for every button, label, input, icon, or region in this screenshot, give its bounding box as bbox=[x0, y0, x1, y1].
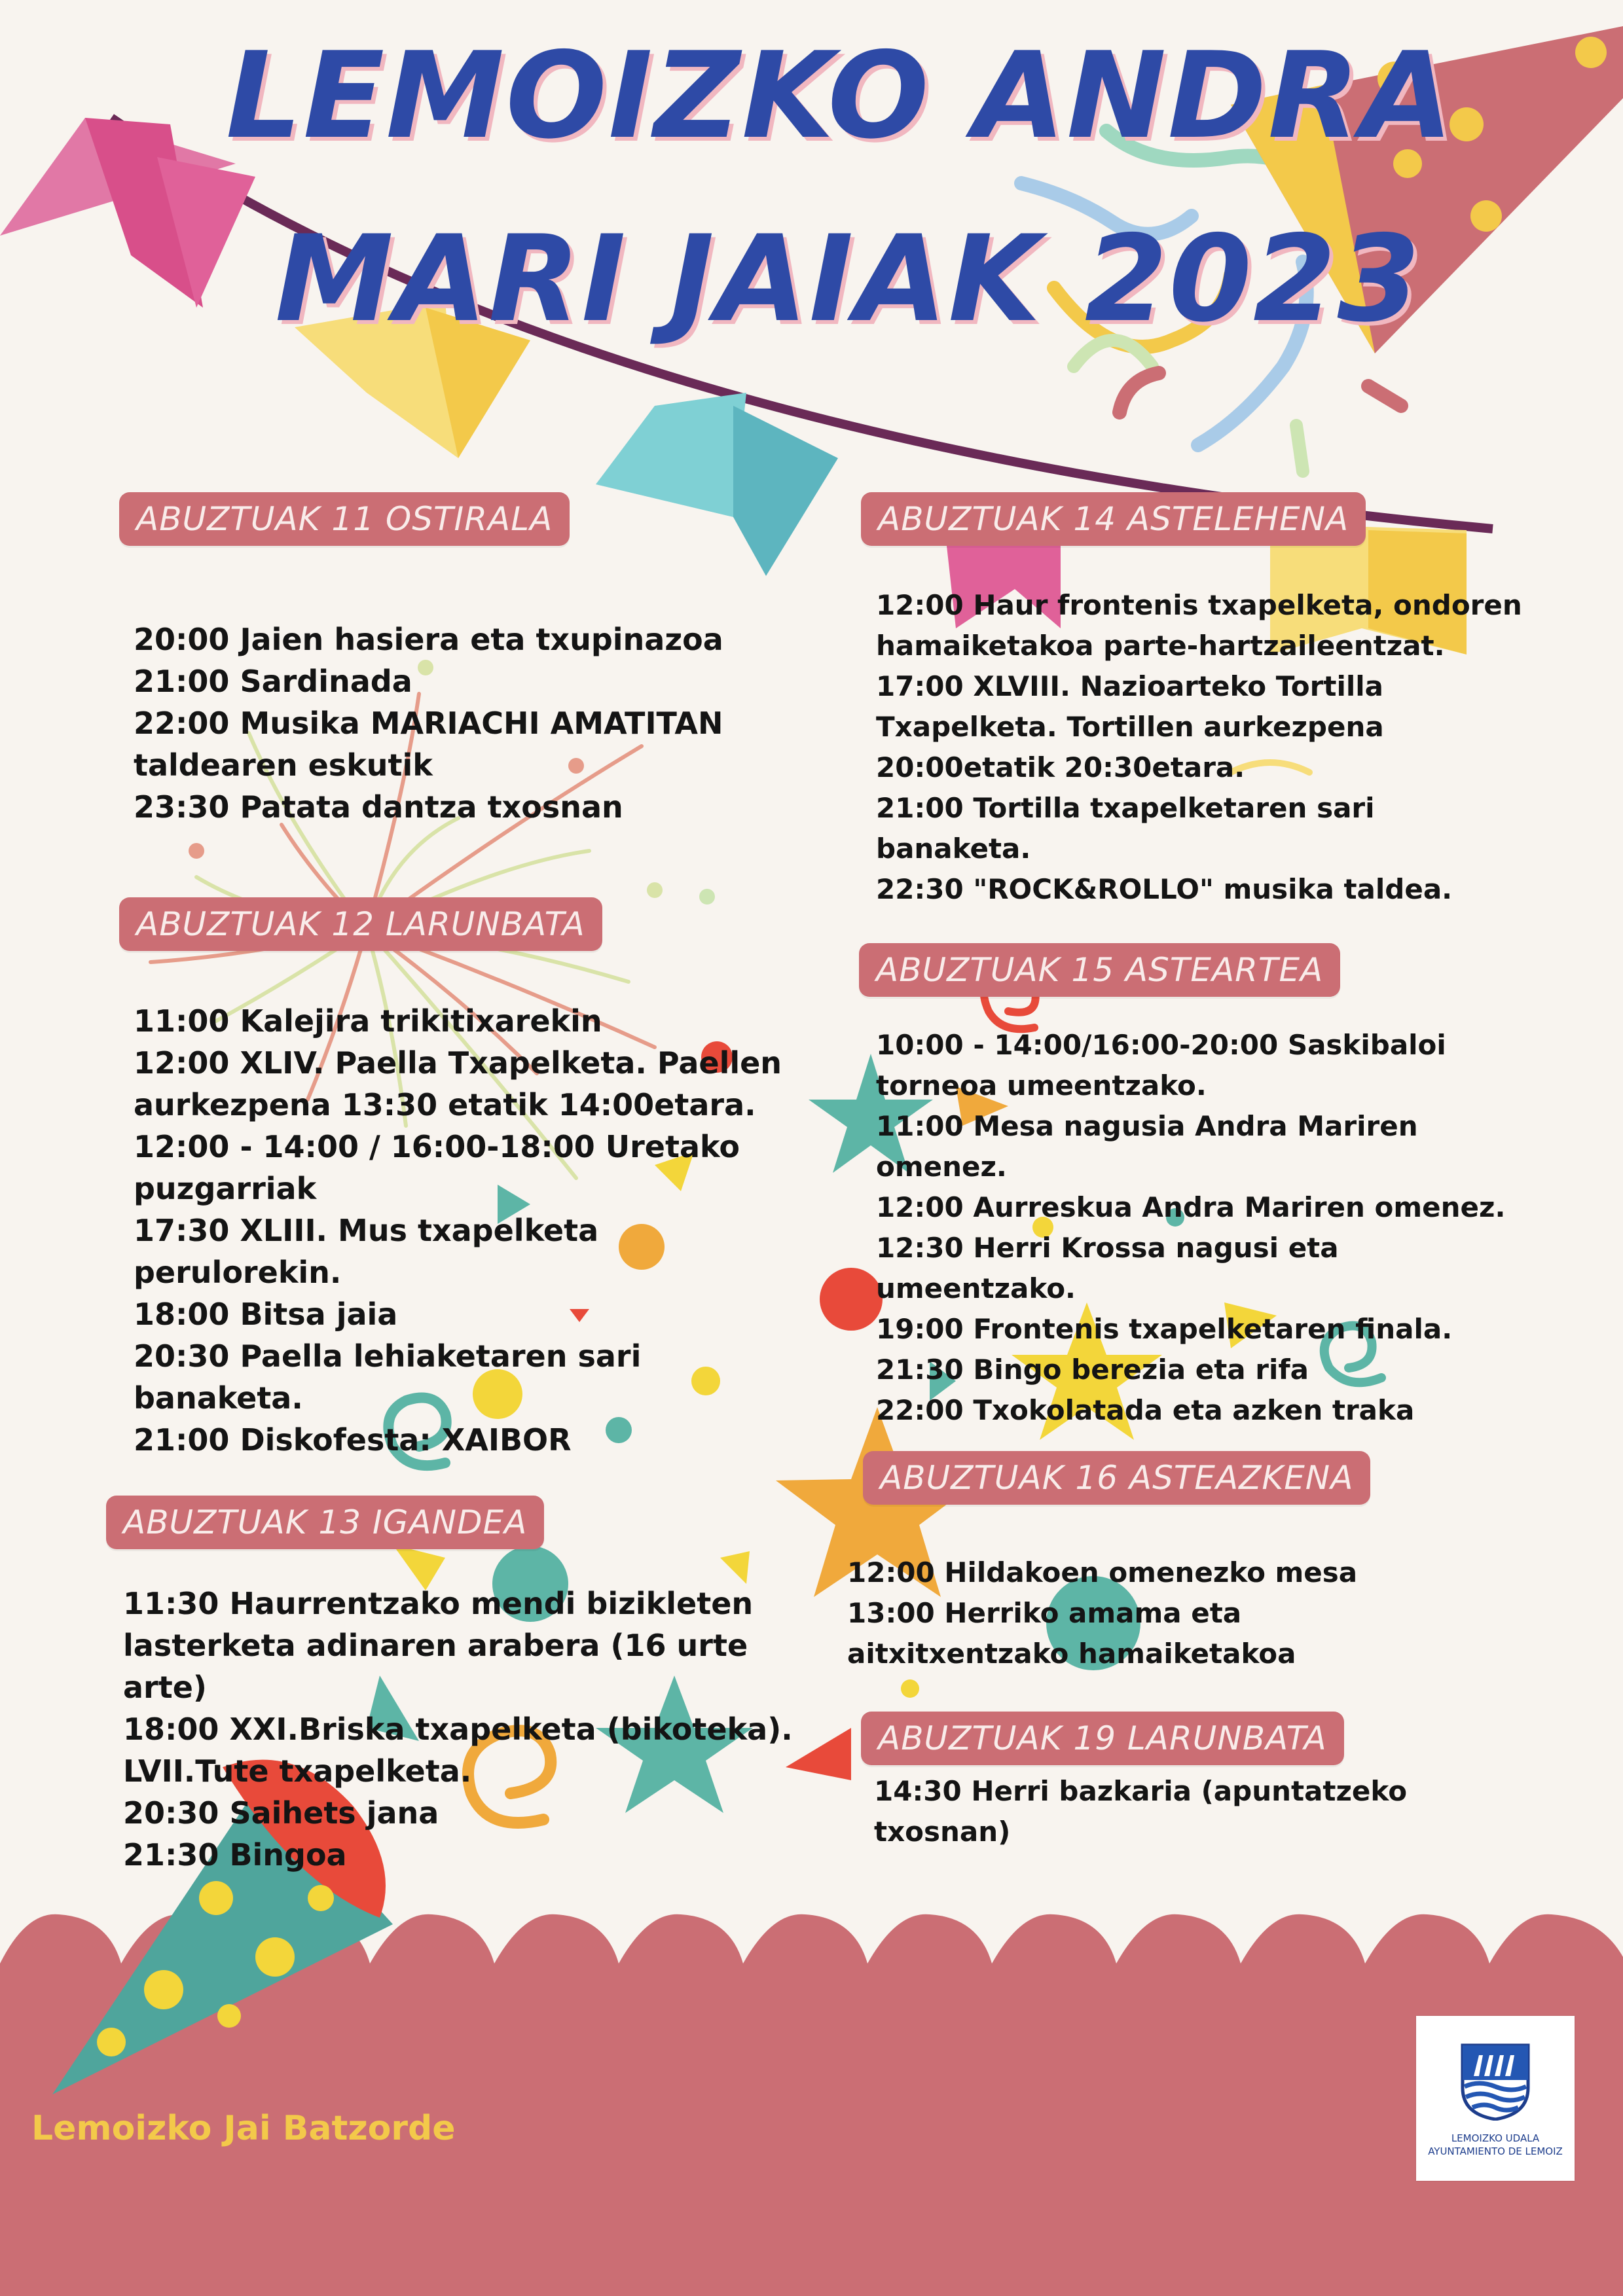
event-item: banaketa. bbox=[134, 1380, 303, 1416]
event-item: 13:00 Herriko amama eta bbox=[847, 1597, 1242, 1629]
event-item: 20:30 Saihets jana bbox=[123, 1795, 439, 1831]
event-item: txosnan) bbox=[874, 1816, 1011, 1848]
event-item: lasterketa adinaren arabera (16 urte bbox=[123, 1628, 748, 1663]
day-label-19: ABUZTUAK 19 LARUNBATA bbox=[861, 1712, 1344, 1765]
event-item: 12:00 Haur frontenis txapelketa, ondoren bbox=[876, 589, 1522, 621]
event-item: 21:30 Bingoa bbox=[123, 1837, 347, 1873]
municipality-logo bbox=[1416, 2016, 1575, 2181]
event-item: arte) bbox=[123, 1670, 207, 1705]
organizer-signature: Lemoizko Jai Batzorde bbox=[31, 2109, 456, 2148]
event-item: banaketa. bbox=[876, 833, 1031, 865]
event-item: taldearen eskutik bbox=[134, 747, 433, 783]
events-list-14 bbox=[876, 585, 1522, 910]
page-title-line-2: MARI JAIAK 2023 bbox=[275, 209, 1422, 348]
events-list-13 bbox=[123, 1583, 793, 1876]
event-item: omenez. bbox=[876, 1151, 1007, 1183]
event-item: 12:00 - 14:00 / 16:00-18:00 Uretako bbox=[134, 1129, 740, 1164]
confetti-dot bbox=[820, 1268, 883, 1331]
event-item: 11:30 Haurrentzako mendi bizikleten bbox=[123, 1586, 754, 1621]
event-item: 17:00 XLVIII. Nazioarteko Tortilla bbox=[876, 670, 1383, 702]
events-list-15 bbox=[876, 1025, 1505, 1431]
event-item: 12:00 Hildakoen omenezko mesa bbox=[847, 1556, 1358, 1588]
coat-of-arms-icon bbox=[1459, 2042, 1531, 2121]
event-item: 11:00 Kalejira trikitixarekin bbox=[134, 1003, 602, 1039]
day-label-14: ABUZTUAK 14 ASTELEHENA bbox=[861, 492, 1366, 546]
event-item: 21:00 Tortilla txapelketaren sari bbox=[876, 792, 1375, 824]
event-item: 21:30 Bingo berezia eta rifa bbox=[876, 1354, 1309, 1386]
event-item: Txapelketa. Tortillen aurkezpena bbox=[876, 711, 1384, 743]
event-item: torneoa umeentzako. bbox=[876, 1069, 1207, 1102]
event-item: 18:00 Bitsa jaia bbox=[134, 1297, 398, 1332]
event-item: 12:00 XLIV. Paella Txapelketa. Paellen bbox=[134, 1045, 782, 1081]
events-list-16 bbox=[847, 1552, 1357, 1674]
event-item: 20:00 Jaien hasiera eta txupinazoa bbox=[134, 622, 723, 657]
event-item: 17:30 XLIII. Mus txapelketa bbox=[134, 1213, 599, 1248]
event-item: 22:00 Musika MARIACHI AMATITAN bbox=[134, 706, 723, 741]
events-list-11 bbox=[134, 619, 723, 828]
event-item: umeentzako. bbox=[876, 1272, 1076, 1304]
confetti-dot bbox=[901, 1679, 919, 1698]
page-title-line-1: LEMOIZKO ANDRA bbox=[226, 26, 1455, 165]
event-item: 11:00 Mesa nagusia Andra Mariren bbox=[876, 1110, 1418, 1142]
events-list-12 bbox=[134, 1000, 782, 1461]
bunting-flag bbox=[596, 393, 746, 517]
event-item: 14:30 Herri bazkaria (apuntatzeko bbox=[874, 1775, 1408, 1807]
events-list-19 bbox=[874, 1771, 1407, 1852]
event-item: 12:30 Herri Krossa nagusi eta bbox=[876, 1232, 1339, 1264]
event-item: 22:00 Txokolatada eta azken traka bbox=[876, 1394, 1415, 1426]
event-item: aurkezpena 13:30 etatik 14:00etara. bbox=[134, 1087, 756, 1122]
event-item: 19:00 Frontenis txapelketaren finala. bbox=[876, 1313, 1453, 1345]
logo-caption-line-1: LEMOIZKO UDALA bbox=[1451, 2132, 1540, 2144]
event-item: hamaiketakoa parte-hartzaileentzat. bbox=[876, 630, 1445, 662]
event-item: perulorekin. bbox=[134, 1255, 342, 1290]
event-item: 20:00etatik 20:30etara. bbox=[876, 751, 1245, 783]
event-item: 21:00 Sardinada bbox=[134, 664, 412, 699]
day-label-11: ABUZTUAK 11 OSTIRALA bbox=[119, 492, 570, 546]
event-item: 22:30 "ROCK&ROLLO" musika taldea. bbox=[876, 873, 1453, 905]
event-item: 20:30 Paella lehiaketaren sari bbox=[134, 1338, 642, 1374]
event-item: 23:30 Patata dantza txosnan bbox=[134, 789, 623, 825]
confetti-squiggle bbox=[1120, 373, 1159, 412]
day-label-16: ABUZTUAK 16 ASTEAZKENA bbox=[863, 1451, 1370, 1505]
logo-caption-line-2: AYUNTAMIENTO DE LEMOIZ bbox=[1428, 2145, 1563, 2157]
day-label-15: ABUZTUAK 15 ASTEARTEA bbox=[859, 943, 1340, 997]
event-item: 10:00 - 14:00/16:00-20:00 Saskibaloi bbox=[876, 1029, 1446, 1061]
event-item: 18:00 XXI.Briska txapelketa (bikoteka). bbox=[123, 1712, 793, 1747]
day-label-13: ABUZTUAK 13 IGANDEA bbox=[106, 1496, 544, 1549]
event-item: 12:00 Aurreskua Andra Mariren omenez. bbox=[876, 1191, 1506, 1223]
event-item: puzgarriak bbox=[134, 1171, 317, 1206]
event-item: LVII.Tute txapelketa. bbox=[123, 1753, 472, 1789]
event-item: 21:00 Diskofesta: XAIBOR bbox=[134, 1422, 572, 1458]
day-label-12: ABUZTUAK 12 LARUNBATA bbox=[119, 897, 602, 951]
event-item: aitxitxentzako hamaiketakoa bbox=[847, 1638, 1296, 1670]
